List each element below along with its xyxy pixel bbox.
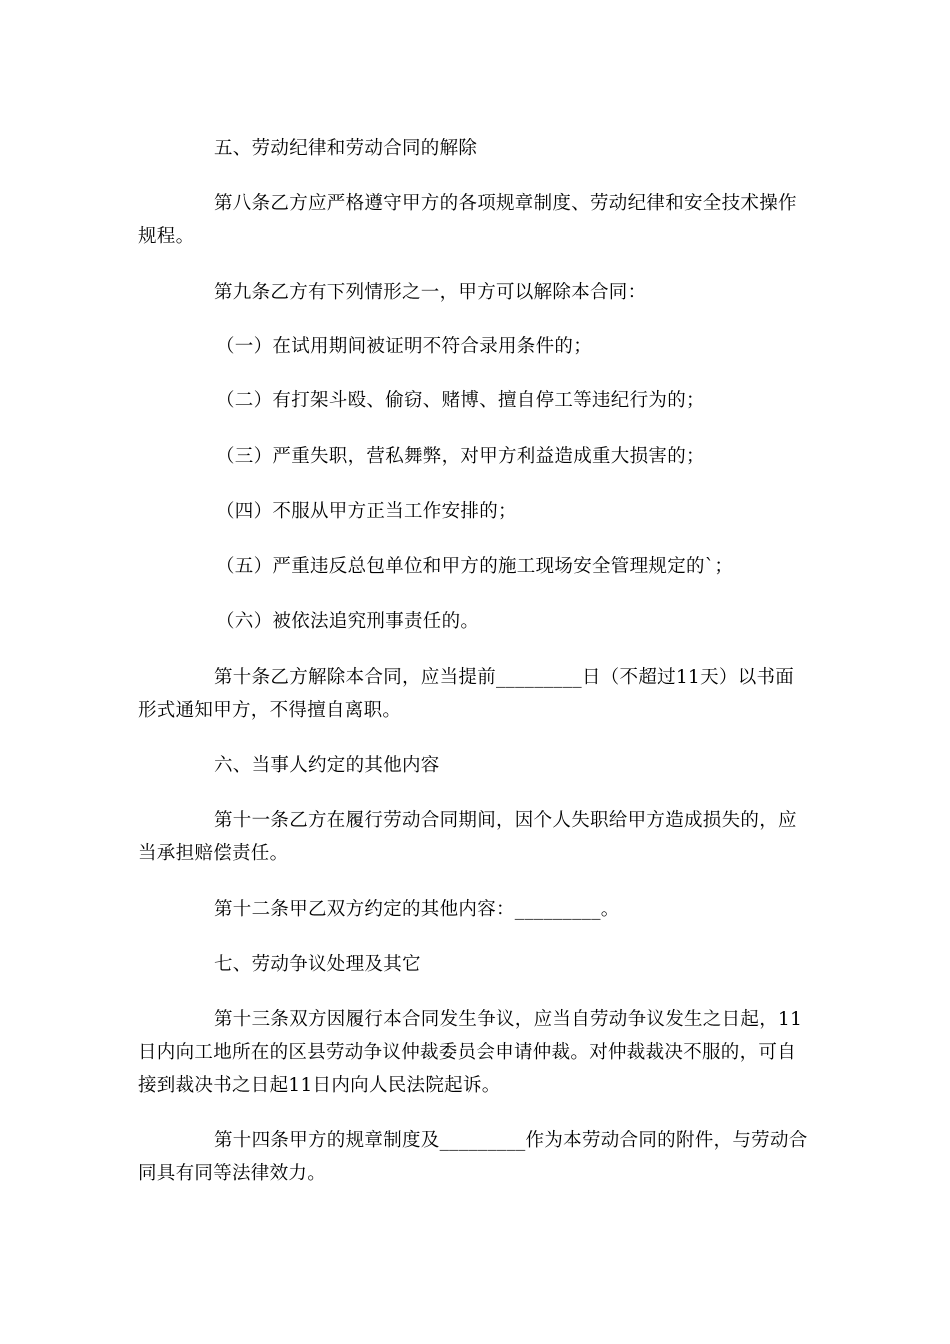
article-9-item-1: （一）在试用期间被证明不符合录用条件的；: [216, 336, 593, 357]
section-heading-6: 六、当事人约定的其他内容: [214, 755, 440, 776]
article-9-item-4: （四）不服从甲方正当工作安排的；: [216, 501, 517, 522]
article-12: 第十二条甲乙双方约定的其他内容：_________。: [214, 899, 620, 920]
article-9-item-6: （六）被依法追究刑事责任的。: [216, 611, 480, 632]
section-heading-7: 七、劳动争议处理及其它: [214, 954, 421, 975]
article-9: 第九条乙方有下列情形之一，甲方可以解除本合同：: [214, 282, 647, 303]
article-14: 第十四条甲方的规章制度及_________作为本劳动合同的附件，与劳动合同具有同等法律效力。: [138, 1130, 808, 1184]
article-13: 第十三条双方因履行本合同发生争议，应当自劳动争议发生之日起，11日内向工地所在的区县劳动争议仲裁委员会申请仲裁。对仲裁裁决不服的，可自接到裁决书之日起11日内向人民法院起诉。: [138, 1009, 803, 1096]
article-9-item-3: （三）严重失职，营私舞弊，对甲方利益造成重大损害的；: [216, 446, 705, 467]
article-9-item-5: （五）严重违反总包单位和甲方的施工现场安全管理规定的`；: [216, 556, 734, 577]
section-heading-5: 五、劳动纪律和劳动合同的解除: [214, 138, 478, 159]
article-8: 第八条乙方应严格遵守甲方的各项规章制度、劳动纪律和安全技术操作规程。: [138, 193, 797, 247]
article-9-item-2: （二）有打架斗殴、偷窃、赌博、擅自停工等违纪行为的；: [216, 390, 705, 411]
article-11: 第十一条乙方在履行劳动合同期间，因个人失职给甲方造成损失的，应当承担赔偿责任。: [138, 810, 797, 864]
article-10: 第十条乙方解除本合同，应当提前_________日（不超过11天）以书面形式通知甲方，不得擅自离职。: [138, 667, 795, 721]
